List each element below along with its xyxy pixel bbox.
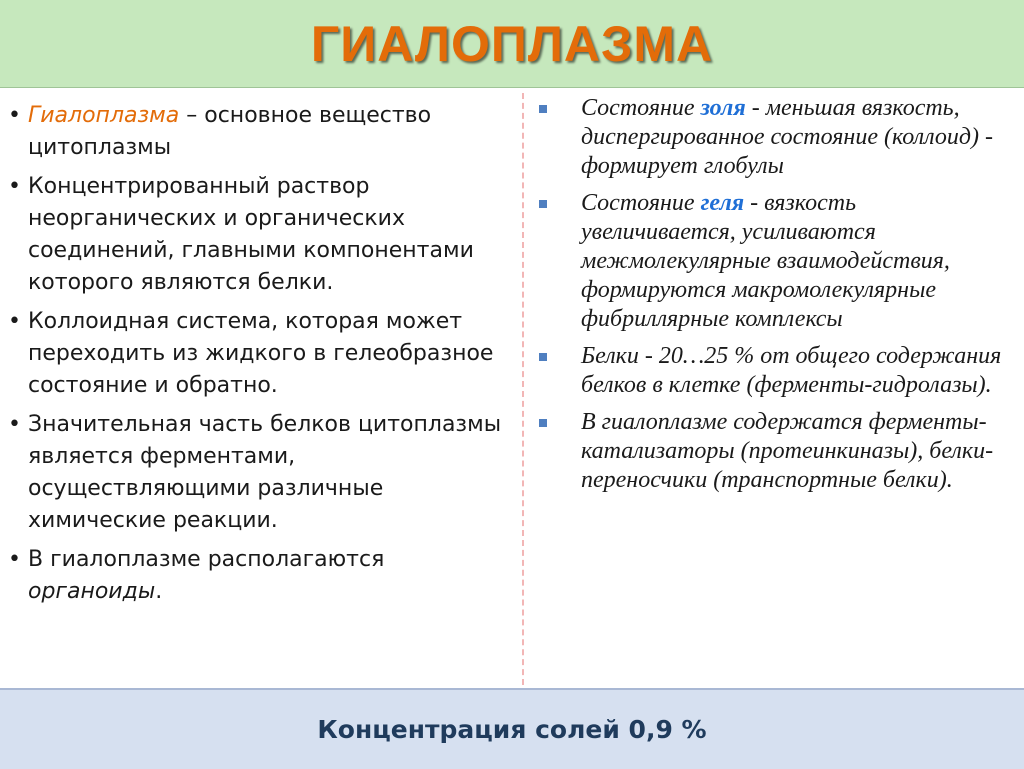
slide-title: ГИАЛОПЛАЗМА xyxy=(310,15,714,72)
title-bar xyxy=(0,0,1024,88)
term-organoidy: органоиды xyxy=(28,579,156,604)
square-bullet-icon xyxy=(539,353,547,361)
square-bullet-icon xyxy=(539,200,547,208)
right-bullet-1-text xyxy=(581,94,1015,181)
right-bullet-2-text xyxy=(581,189,1015,334)
right-bullet-3 xyxy=(535,342,1015,400)
right-bullet-4-text: В гиалоплазме содержатся ферменты-катализаторы (протеинкиназы), белки-переносчики (транспортные белки). xyxy=(581,409,994,493)
right-bullet-1-after: - меньшая вязкость, диспергированное состояние (коллоид) - формирует глобулы xyxy=(581,95,994,179)
left-bullet-5-after: . xyxy=(155,579,163,604)
column-divider xyxy=(522,93,524,685)
left-bullet-5-text xyxy=(28,544,523,608)
right-bullet-2-before: Состояние xyxy=(581,190,701,216)
left-bullet-2 xyxy=(8,171,523,299)
footer-bar xyxy=(0,688,1024,769)
right-bullet-2 xyxy=(535,189,1015,334)
term-gel: геля xyxy=(700,190,745,216)
bullet-dot: • xyxy=(8,103,21,128)
left-bullet-1-text xyxy=(28,100,523,164)
right-bullet-2-after: - вязкость увеличивается, усиливаются межмолекулярные взаимодействия, формируются макромолекулярные фибриллярные комплексы xyxy=(581,190,950,332)
bullet-dot: • xyxy=(8,547,21,572)
right-bullet-3-text: Белки - 20…25 % от общего содержания белков в клетке (ферменты-гидролазы). xyxy=(581,343,1002,398)
salt-concentration-note: Концентрация солей 0,9 % xyxy=(317,715,707,744)
left-bullet-3 xyxy=(8,306,523,402)
left-bullet-1 xyxy=(8,100,523,164)
left-bullet-list xyxy=(8,100,523,615)
bullet-dot: • xyxy=(8,309,21,334)
left-bullet-4-text: Значительная часть белков цитоплазмы является ферментами, осуществляющими различные химические реакции. xyxy=(28,412,502,533)
bullet-dot: • xyxy=(8,412,21,437)
square-bullet-icon xyxy=(539,105,547,113)
right-bullet-1 xyxy=(535,94,1015,181)
bullet-dot: • xyxy=(8,174,21,199)
right-bullet-list xyxy=(535,94,1015,503)
left-bullet-5-before: В гиалоплазме располагаются xyxy=(28,547,385,572)
left-bullet-3-text: Коллоидная система, которая может переходить из жидкого в гелеобразное состояние и обратно. xyxy=(28,309,494,398)
term-gialoplazma: Гиалоплазма xyxy=(28,103,180,128)
right-bullet-4 xyxy=(535,408,1015,495)
right-bullet-1-before: Состояние xyxy=(581,95,701,121)
left-bullet-5 xyxy=(8,544,523,608)
left-bullet-1-rest: – основное вещество цитоплазмы xyxy=(28,103,432,160)
term-zol: золя xyxy=(700,95,746,121)
left-bullet-4 xyxy=(8,409,523,537)
left-bullet-2-text: Концентрированный раствор неорганических и органических соединений, главными компонентами которого являются белки. xyxy=(28,174,474,295)
square-bullet-icon xyxy=(539,419,547,427)
